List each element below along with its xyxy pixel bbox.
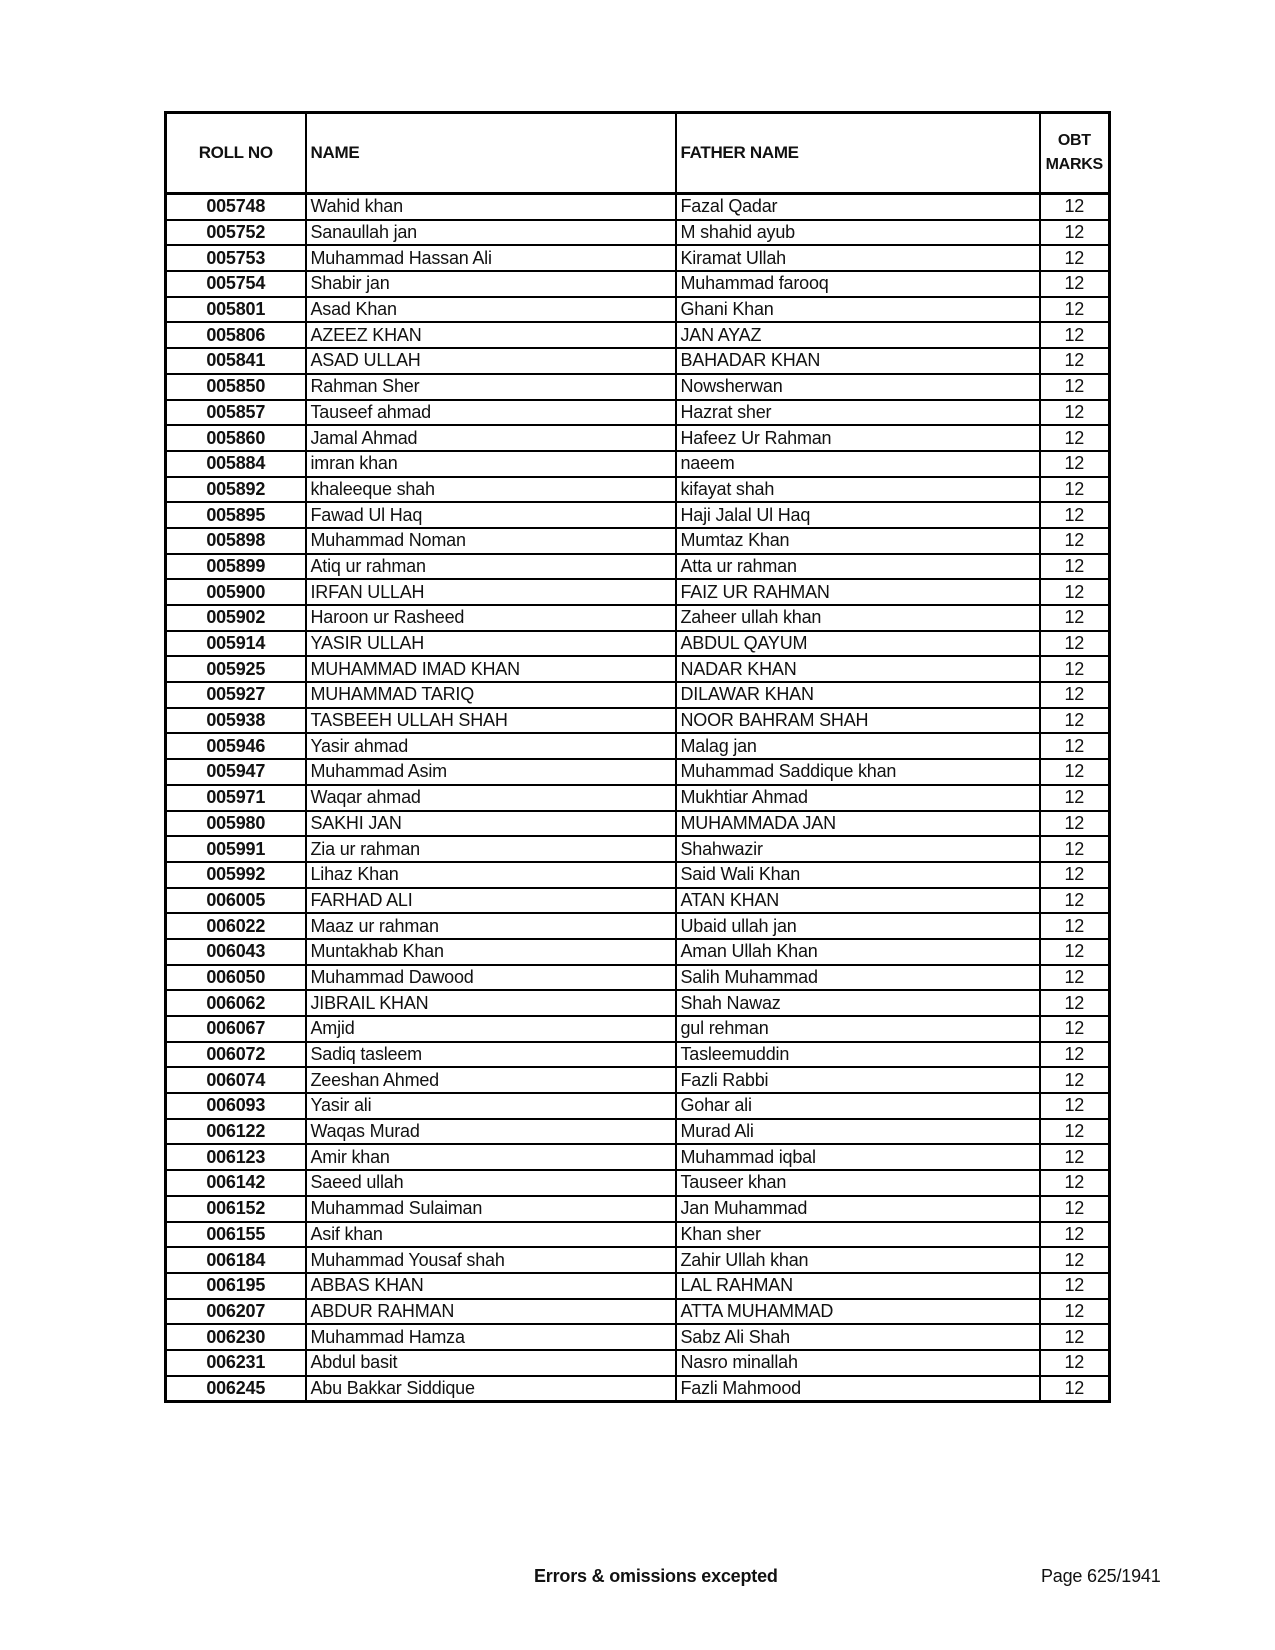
obt-marks-cell: 12 bbox=[1040, 451, 1110, 477]
table-row bbox=[166, 1376, 1110, 1402]
father-name-cell: Nasro minallah bbox=[676, 1350, 1040, 1376]
table-row bbox=[166, 1247, 1110, 1273]
table-row bbox=[166, 579, 1110, 605]
roll-no-cell: 006005 bbox=[166, 888, 306, 914]
father-name-cell: Atta ur rahman bbox=[676, 554, 1040, 580]
obt-marks-cell: 12 bbox=[1040, 1119, 1110, 1145]
roll-no-cell: 005925 bbox=[166, 656, 306, 682]
obt-marks-cell: 12 bbox=[1040, 1093, 1110, 1119]
obt-marks-cell: 12 bbox=[1040, 1067, 1110, 1093]
father-name-cell: Fazal Qadar bbox=[676, 194, 1040, 220]
roll-no-cell: 005748 bbox=[166, 194, 306, 220]
header-obt-marks-line2: MARKS bbox=[1045, 156, 1103, 173]
obt-marks-cell: 12 bbox=[1040, 374, 1110, 400]
roll-no-cell: 006022 bbox=[166, 913, 306, 939]
table-row bbox=[166, 656, 1110, 682]
name-cell: YASIR ULLAH bbox=[306, 631, 676, 657]
roll-no-cell: 005938 bbox=[166, 708, 306, 734]
table-row bbox=[166, 888, 1110, 914]
roll-no-cell: 005992 bbox=[166, 862, 306, 888]
name-cell: Sanaullah jan bbox=[306, 220, 676, 246]
father-name-cell: Ubaid ullah jan bbox=[676, 913, 1040, 939]
table-row bbox=[166, 1016, 1110, 1042]
obt-marks-cell: 12 bbox=[1040, 631, 1110, 657]
obt-marks-cell: 12 bbox=[1040, 425, 1110, 451]
table-row bbox=[166, 811, 1110, 837]
roll-no-cell: 005892 bbox=[166, 477, 306, 503]
roll-no-cell: 005895 bbox=[166, 502, 306, 528]
roll-no-cell: 005754 bbox=[166, 271, 306, 297]
roll-no-cell: 006245 bbox=[166, 1376, 306, 1402]
roll-no-cell: 006093 bbox=[166, 1093, 306, 1119]
roll-no-cell: 005900 bbox=[166, 579, 306, 605]
name-cell: MUHAMMAD IMAD KHAN bbox=[306, 656, 676, 682]
father-name-cell: naeem bbox=[676, 451, 1040, 477]
name-cell: JIBRAIL KHAN bbox=[306, 990, 676, 1016]
table-row bbox=[166, 785, 1110, 811]
obt-marks-cell: 12 bbox=[1040, 1324, 1110, 1350]
name-cell: Saeed ullah bbox=[306, 1170, 676, 1196]
name-cell: Rahman Sher bbox=[306, 374, 676, 400]
obt-marks-cell: 12 bbox=[1040, 1170, 1110, 1196]
table-row bbox=[166, 1350, 1110, 1376]
father-name-cell: ATAN KHAN bbox=[676, 888, 1040, 914]
table-row bbox=[166, 297, 1110, 323]
roll-no-cell: 006155 bbox=[166, 1222, 306, 1248]
roll-no-cell: 006072 bbox=[166, 1042, 306, 1068]
roll-no-cell: 006043 bbox=[166, 939, 306, 965]
father-name-cell: Nowsherwan bbox=[676, 374, 1040, 400]
header-obt-marks-line1: OBT bbox=[1057, 132, 1091, 149]
obt-marks-cell: 12 bbox=[1040, 1222, 1110, 1248]
roll-no-cell: 006074 bbox=[166, 1067, 306, 1093]
table-row bbox=[166, 348, 1110, 374]
name-cell: ABBAS KHAN bbox=[306, 1273, 676, 1299]
obt-marks-cell: 12 bbox=[1040, 194, 1110, 220]
table-row bbox=[166, 322, 1110, 348]
name-cell: ABDUR RAHMAN bbox=[306, 1299, 676, 1325]
table-row bbox=[166, 220, 1110, 246]
name-cell: Asif khan bbox=[306, 1222, 676, 1248]
roll-no-cell: 005971 bbox=[166, 785, 306, 811]
name-cell: Shabir jan bbox=[306, 271, 676, 297]
name-cell: IRFAN ULLAH bbox=[306, 579, 676, 605]
table-row bbox=[166, 759, 1110, 785]
roll-no-cell: 005946 bbox=[166, 733, 306, 759]
table-row bbox=[166, 502, 1110, 528]
name-cell: Abdul basit bbox=[306, 1350, 676, 1376]
obt-marks-cell: 12 bbox=[1040, 862, 1110, 888]
roll-no-cell: 005860 bbox=[166, 425, 306, 451]
name-cell: Jamal Ahmad bbox=[306, 425, 676, 451]
roll-no-cell: 005857 bbox=[166, 400, 306, 426]
name-cell: Waqar ahmad bbox=[306, 785, 676, 811]
obt-marks-cell: 12 bbox=[1040, 297, 1110, 323]
father-name-cell: Fazli Rabbi bbox=[676, 1067, 1040, 1093]
page-number: Page 625/1941 bbox=[1041, 1566, 1161, 1586]
name-cell: Maaz ur rahman bbox=[306, 913, 676, 939]
roll-no-cell: 006152 bbox=[166, 1196, 306, 1222]
obt-marks-cell: 12 bbox=[1040, 1144, 1110, 1170]
roll-no-cell: 005914 bbox=[166, 631, 306, 657]
father-name-cell: Kiramat Ullah bbox=[676, 245, 1040, 271]
father-name-cell: Hafeez Ur Rahman bbox=[676, 425, 1040, 451]
header-roll-no: ROLL NO bbox=[166, 113, 306, 194]
results-table bbox=[164, 111, 1111, 1403]
table-row bbox=[166, 631, 1110, 657]
obt-marks-cell: 12 bbox=[1040, 1376, 1110, 1402]
obt-marks-cell: 12 bbox=[1040, 939, 1110, 965]
roll-no-cell: 006142 bbox=[166, 1170, 306, 1196]
roll-no-cell: 005991 bbox=[166, 836, 306, 862]
father-name-cell: Jan Muhammad bbox=[676, 1196, 1040, 1222]
table-row bbox=[166, 245, 1110, 271]
father-name-cell: Hazrat sher bbox=[676, 400, 1040, 426]
table-row bbox=[166, 1042, 1110, 1068]
name-cell: Muhammad Noman bbox=[306, 528, 676, 554]
obt-marks-cell: 12 bbox=[1040, 759, 1110, 785]
father-name-cell: Shah Nawaz bbox=[676, 990, 1040, 1016]
father-name-cell: Khan sher bbox=[676, 1222, 1040, 1248]
obt-marks-cell: 12 bbox=[1040, 554, 1110, 580]
obt-marks-cell: 12 bbox=[1040, 348, 1110, 374]
roll-no-cell: 006067 bbox=[166, 1016, 306, 1042]
roll-no-cell: 006184 bbox=[166, 1247, 306, 1273]
name-cell: SAKHI JAN bbox=[306, 811, 676, 837]
name-cell: Sadiq tasleem bbox=[306, 1042, 676, 1068]
father-name-cell: Tauseer khan bbox=[676, 1170, 1040, 1196]
father-name-cell: Malag jan bbox=[676, 733, 1040, 759]
roll-no-cell: 005899 bbox=[166, 554, 306, 580]
table-row bbox=[166, 862, 1110, 888]
name-cell: Muhammad Hassan Ali bbox=[306, 245, 676, 271]
name-cell: Tauseef ahmad bbox=[306, 400, 676, 426]
table-header bbox=[166, 113, 1110, 194]
footer-disclaimer: Errors & omissions excepted bbox=[534, 1566, 778, 1586]
father-name-cell: BAHADAR KHAN bbox=[676, 348, 1040, 374]
roll-no-cell: 005801 bbox=[166, 297, 306, 323]
obt-marks-cell: 12 bbox=[1040, 322, 1110, 348]
table-row bbox=[166, 451, 1110, 477]
father-name-cell: kifayat shah bbox=[676, 477, 1040, 503]
name-cell: Wahid khan bbox=[306, 194, 676, 220]
table-row bbox=[166, 1119, 1110, 1145]
table-row bbox=[166, 1067, 1110, 1093]
name-cell: Abu Bakkar Siddique bbox=[306, 1376, 676, 1402]
obt-marks-cell: 12 bbox=[1040, 400, 1110, 426]
name-cell: Asad Khan bbox=[306, 297, 676, 323]
roll-no-cell: 005753 bbox=[166, 245, 306, 271]
obt-marks-cell: 12 bbox=[1040, 1299, 1110, 1325]
name-cell: Haroon ur Rasheed bbox=[306, 605, 676, 631]
obt-marks-cell: 12 bbox=[1040, 1196, 1110, 1222]
obt-marks-cell: 12 bbox=[1040, 245, 1110, 271]
father-name-cell: FAIZ UR RAHMAN bbox=[676, 579, 1040, 605]
name-cell: Muhammad Dawood bbox=[306, 965, 676, 991]
roll-no-cell: 005850 bbox=[166, 374, 306, 400]
table-row bbox=[166, 965, 1110, 991]
father-name-cell: Muhammad Saddique khan bbox=[676, 759, 1040, 785]
name-cell: Waqas Murad bbox=[306, 1119, 676, 1145]
obt-marks-cell: 12 bbox=[1040, 990, 1110, 1016]
roll-no-cell: 005884 bbox=[166, 451, 306, 477]
obt-marks-cell: 12 bbox=[1040, 785, 1110, 811]
header-name: NAME bbox=[306, 113, 676, 194]
obt-marks-cell: 12 bbox=[1040, 965, 1110, 991]
name-cell: imran khan bbox=[306, 451, 676, 477]
obt-marks-cell: 12 bbox=[1040, 1273, 1110, 1299]
obt-marks-cell: 12 bbox=[1040, 271, 1110, 297]
name-cell: TASBEEH ULLAH SHAH bbox=[306, 708, 676, 734]
obt-marks-cell: 12 bbox=[1040, 836, 1110, 862]
header-obt-marks bbox=[1040, 113, 1110, 194]
table-row bbox=[166, 1144, 1110, 1170]
obt-marks-cell: 12 bbox=[1040, 682, 1110, 708]
roll-no-cell: 006230 bbox=[166, 1324, 306, 1350]
father-name-cell: gul rehman bbox=[676, 1016, 1040, 1042]
father-name-cell: Said Wali Khan bbox=[676, 862, 1040, 888]
name-cell: Amir khan bbox=[306, 1144, 676, 1170]
roll-no-cell: 006050 bbox=[166, 965, 306, 991]
father-name-cell: Fazli Mahmood bbox=[676, 1376, 1040, 1402]
table-row bbox=[166, 1273, 1110, 1299]
father-name-cell: LAL RAHMAN bbox=[676, 1273, 1040, 1299]
name-cell: Muhammad Sulaiman bbox=[306, 1196, 676, 1222]
table-row bbox=[166, 733, 1110, 759]
roll-no-cell: 006122 bbox=[166, 1119, 306, 1145]
name-cell: Muntakhab Khan bbox=[306, 939, 676, 965]
father-name-cell: Murad Ali bbox=[676, 1119, 1040, 1145]
table-row bbox=[166, 194, 1110, 220]
name-cell: Yasir ahmad bbox=[306, 733, 676, 759]
father-name-cell: Tasleemuddin bbox=[676, 1042, 1040, 1068]
obt-marks-cell: 12 bbox=[1040, 811, 1110, 837]
table-row bbox=[166, 425, 1110, 451]
name-cell: ASAD ULLAH bbox=[306, 348, 676, 374]
table-row bbox=[166, 836, 1110, 862]
father-name-cell: Ghani Khan bbox=[676, 297, 1040, 323]
table-row bbox=[166, 1299, 1110, 1325]
father-name-cell: Aman Ullah Khan bbox=[676, 939, 1040, 965]
father-name-cell: Salih Muhammad bbox=[676, 965, 1040, 991]
table-row bbox=[166, 1093, 1110, 1119]
name-cell: AZEEZ KHAN bbox=[306, 322, 676, 348]
table-row bbox=[166, 939, 1110, 965]
header-row bbox=[166, 113, 1110, 194]
name-cell: Atiq ur rahman bbox=[306, 554, 676, 580]
results-sheet bbox=[164, 111, 1108, 1403]
obt-marks-cell: 12 bbox=[1040, 888, 1110, 914]
father-name-cell: Zaheer ullah khan bbox=[676, 605, 1040, 631]
obt-marks-cell: 12 bbox=[1040, 1350, 1110, 1376]
name-cell: Lihaz Khan bbox=[306, 862, 676, 888]
table-row bbox=[166, 605, 1110, 631]
obt-marks-cell: 12 bbox=[1040, 1247, 1110, 1273]
father-name-cell: Mumtaz Khan bbox=[676, 528, 1040, 554]
table-row bbox=[166, 1170, 1110, 1196]
father-name-cell: DILAWAR KHAN bbox=[676, 682, 1040, 708]
name-cell: Muhammad Yousaf shah bbox=[306, 1247, 676, 1273]
father-name-cell: Muhammad farooq bbox=[676, 271, 1040, 297]
obt-marks-cell: 12 bbox=[1040, 708, 1110, 734]
roll-no-cell: 006123 bbox=[166, 1144, 306, 1170]
table-row bbox=[166, 554, 1110, 580]
name-cell: khaleeque shah bbox=[306, 477, 676, 503]
father-name-cell: Mukhtiar Ahmad bbox=[676, 785, 1040, 811]
table-row bbox=[166, 1222, 1110, 1248]
roll-no-cell: 005752 bbox=[166, 220, 306, 246]
father-name-cell: NADAR KHAN bbox=[676, 656, 1040, 682]
table-row bbox=[166, 682, 1110, 708]
name-cell: Fawad Ul Haq bbox=[306, 502, 676, 528]
obt-marks-cell: 12 bbox=[1040, 220, 1110, 246]
obt-marks-cell: 12 bbox=[1040, 502, 1110, 528]
obt-marks-cell: 12 bbox=[1040, 605, 1110, 631]
roll-no-cell: 005841 bbox=[166, 348, 306, 374]
father-name-cell: M shahid ayub bbox=[676, 220, 1040, 246]
table-row bbox=[166, 528, 1110, 554]
name-cell: Yasir ali bbox=[306, 1093, 676, 1119]
name-cell: Muhammad Asim bbox=[306, 759, 676, 785]
obt-marks-cell: 12 bbox=[1040, 579, 1110, 605]
roll-no-cell: 005806 bbox=[166, 322, 306, 348]
table-row bbox=[166, 708, 1110, 734]
table-body bbox=[166, 194, 1110, 1402]
table-row bbox=[166, 1196, 1110, 1222]
obt-marks-cell: 12 bbox=[1040, 528, 1110, 554]
table-row bbox=[166, 477, 1110, 503]
name-cell: Muhammad Hamza bbox=[306, 1324, 676, 1350]
table-row bbox=[166, 271, 1110, 297]
name-cell: FARHAD ALI bbox=[306, 888, 676, 914]
name-cell: MUHAMMAD TARIQ bbox=[306, 682, 676, 708]
obt-marks-cell: 12 bbox=[1040, 1016, 1110, 1042]
obt-marks-cell: 12 bbox=[1040, 1042, 1110, 1068]
roll-no-cell: 005898 bbox=[166, 528, 306, 554]
roll-no-cell: 006195 bbox=[166, 1273, 306, 1299]
roll-no-cell: 006231 bbox=[166, 1350, 306, 1376]
name-cell: Amjid bbox=[306, 1016, 676, 1042]
obt-marks-cell: 12 bbox=[1040, 913, 1110, 939]
father-name-cell: MUHAMMADA JAN bbox=[676, 811, 1040, 837]
father-name-cell: Sabz Ali Shah bbox=[676, 1324, 1040, 1350]
father-name-cell: ATTA MUHAMMAD bbox=[676, 1299, 1040, 1325]
roll-no-cell: 005902 bbox=[166, 605, 306, 631]
father-name-cell: ABDUL QAYUM bbox=[676, 631, 1040, 657]
obt-marks-cell: 12 bbox=[1040, 733, 1110, 759]
table-row bbox=[166, 1324, 1110, 1350]
name-cell: Zeeshan Ahmed bbox=[306, 1067, 676, 1093]
father-name-cell: Gohar ali bbox=[676, 1093, 1040, 1119]
name-cell: Zia ur rahman bbox=[306, 836, 676, 862]
father-name-cell: Haji Jalal Ul Haq bbox=[676, 502, 1040, 528]
table-row bbox=[166, 913, 1110, 939]
father-name-cell: Zahir Ullah khan bbox=[676, 1247, 1040, 1273]
table-row bbox=[166, 990, 1110, 1016]
header-father-name: FATHER NAME bbox=[676, 113, 1040, 194]
father-name-cell: NOOR BAHRAM SHAH bbox=[676, 708, 1040, 734]
father-name-cell: JAN AYAZ bbox=[676, 322, 1040, 348]
roll-no-cell: 005980 bbox=[166, 811, 306, 837]
roll-no-cell: 006062 bbox=[166, 990, 306, 1016]
father-name-cell: Shahwazir bbox=[676, 836, 1040, 862]
roll-no-cell: 005927 bbox=[166, 682, 306, 708]
obt-marks-cell: 12 bbox=[1040, 656, 1110, 682]
obt-marks-cell: 12 bbox=[1040, 477, 1110, 503]
table-row bbox=[166, 400, 1110, 426]
roll-no-cell: 005947 bbox=[166, 759, 306, 785]
table-row bbox=[166, 374, 1110, 400]
father-name-cell: Muhammad iqbal bbox=[676, 1144, 1040, 1170]
roll-no-cell: 006207 bbox=[166, 1299, 306, 1325]
